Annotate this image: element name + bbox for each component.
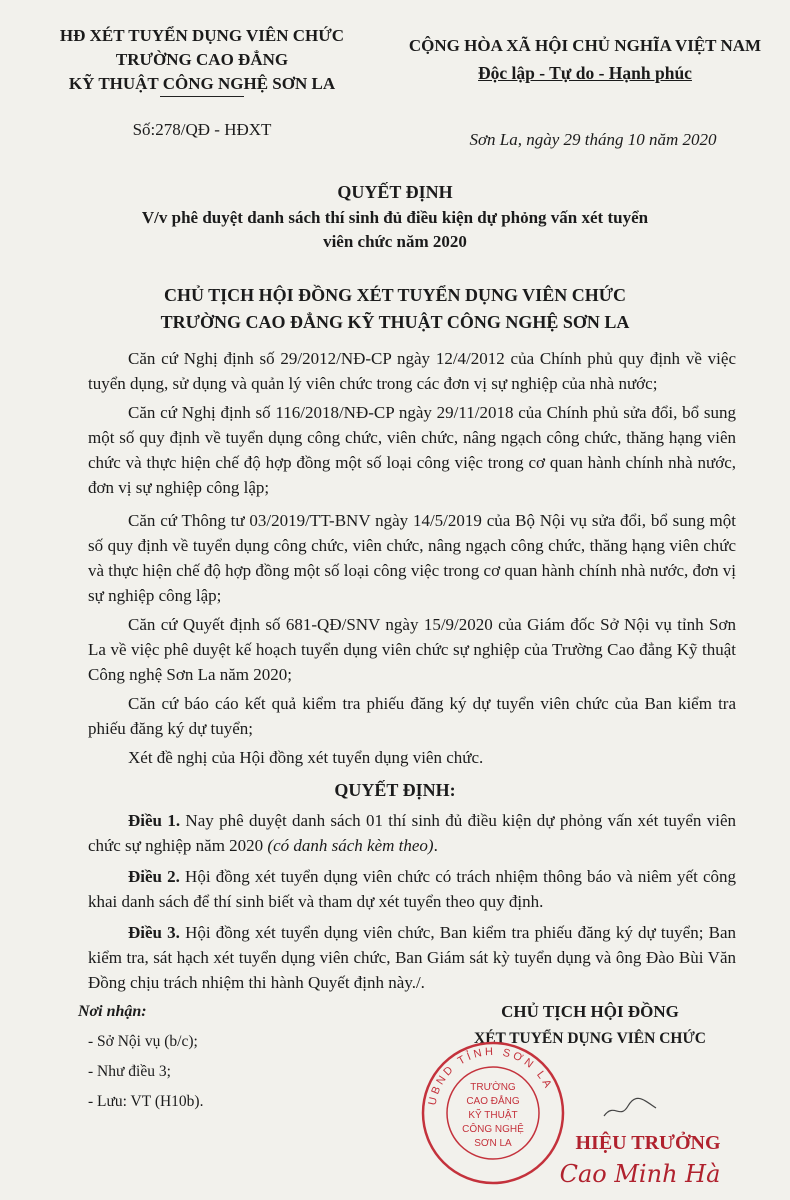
stamp-inner-line: SƠN LA	[474, 1138, 512, 1149]
recipients-title: Nơi nhận:	[78, 1003, 147, 1020]
stamp-inner-line: TRƯỜNG	[470, 1082, 516, 1093]
recipient-item: - Như điều 3;	[88, 1063, 171, 1080]
signature-initial-mark	[600, 1094, 660, 1124]
national-motto: Độc lập - Tự do - Hạnh phúc	[478, 63, 692, 83]
stamp-inner-line: CÔNG NGHỆ	[462, 1124, 524, 1135]
basis-paragraph: Căn cứ Nghị định số 116/2018/NĐ-CP ngày 29/11/2018 của Chính phủ sửa đổi, bổ sung một số quy định về tuyển dụng công chức, viên chức, nâng ngạch công chức, thăng hạng viên chức và thực hiện chế độ hợp đồng một số loại công việc trong cơ quan hành chính nhà nước, đơn vị sự nghiệp công lập;	[88, 403, 736, 497]
stamp-ring-textpath: UBND TỈNH SƠN LA	[426, 1045, 555, 1107]
article-label: Điều 1.	[128, 811, 181, 830]
article-end: .	[433, 836, 438, 855]
articles	[88, 808, 736, 995]
article-text: Hội đồng xét tuyển dụng viên chức có trách nhiệm thông báo và niêm yết công khai danh sách để thí sinh biết và tham dự xét tuyển theo quy định.	[88, 867, 737, 911]
decision-heading: QUYẾT ĐỊNH:	[334, 780, 456, 800]
basis-paragraph: Căn cứ Nghị định số 29/2012/NĐ-CP ngày 12/4/2012 của Chính phủ quy định về việc tuyển dụng, sử dụng và quản lý viên chức trong các đơn vị sự nghiệp của nhà nước;	[88, 349, 736, 393]
article-3	[88, 920, 736, 995]
article-note: (có danh sách kèm theo)	[267, 836, 434, 855]
basis-paragraph: Căn cứ Thông tư 03/2019/TT-BNV ngày 14/5/2019 của Bộ Nội vụ sửa đổi, bổ sung một số quy định về tuyển dụng công chức, viên chức, nâng ngạch công chức, thăng hạng viên chức và thực hiện chế độ hợp đồng một số loại công việc trong cơ quan hành chính nhà nước, đơn vị sự nghiệp công lập;	[88, 511, 736, 605]
article-text: Hội đồng xét tuyển dụng viên chức, Ban kiểm tra phiếu đăng ký dự tuyển; Ban kiểm tra, sát hạch xét tuyển dụng viên chức, Ban Giám sát kỳ tuyển dụng và ông Đào Bùi Văn Đồng chịu trách nhiệm thi hành Quyết định này./.	[88, 923, 736, 992]
article-text: Nay phê duyệt danh sách 01 thí sinh đủ điều kiện dự phỏng vấn xét tuyển viên chức sự nghiệp năm 2020	[88, 811, 737, 855]
issuing-body-underline	[160, 96, 244, 97]
issuing-body-line3: KỸ THUẬT CÔNG NGHỆ SƠN LA	[68, 74, 336, 93]
article-2	[88, 864, 736, 914]
recipient-item: - Lưu: VT (H10b).	[88, 1093, 204, 1110]
authority-line1: CHỦ TỊCH HỘI ĐỒNG XÉT TUYỂN DỤNG VIÊN CHỨC	[163, 285, 627, 305]
basis-paragraph: Căn cứ báo cáo kết quả kiểm tra phiếu đăng ký dự tuyển viên chức của Ban kiểm tra phiếu đăng ký dự tuyển;	[88, 694, 736, 738]
national-title: CỘNG HÒA XÃ HỘI CHỦ NGHĨA VIỆT NAM	[408, 36, 762, 55]
article-label: Điều 2.	[128, 867, 180, 886]
doc-number: Số:278/QĐ - HĐXT	[132, 120, 272, 139]
subject-line2: viên chức năm 2020	[323, 232, 467, 251]
basis-paragraph: Xét đề nghị của Hội đồng xét tuyển dụng viên chức.	[128, 748, 484, 767]
document-subject	[40, 206, 750, 254]
authority-block	[0, 282, 790, 336]
recipients-block	[78, 1000, 378, 1114]
stamp-inner-line: CAO ĐẲNG	[466, 1096, 520, 1107]
signer-title-line2: XÉT TUYỂN DỤNG VIÊN CHỨC	[474, 1030, 706, 1047]
basis-paragraph: Căn cứ Quyết định số 681-QĐ/SNV ngày 15/9/2020 của Giám đốc Sở Nội vụ tỉnh Sơn La về việc phê duyệt kế hoạch tuyển dụng viên chức sự nghiệp của Trường Cao đẳng Kỹ thuật Công nghệ Sơn La năm 2020;	[88, 615, 736, 684]
subject-line1: V/v phê duyệt danh sách thí sinh đủ điều kiện dự phỏng vấn xét tuyển	[141, 208, 649, 227]
signer-position: HIỆU TRƯỞNG	[575, 1132, 721, 1154]
stamp-inner-line: KỸ THUẬT	[468, 1110, 518, 1121]
signer-title-line1: CHỦ TỊCH HỘI ĐỒNG	[501, 1002, 679, 1021]
article-1	[88, 808, 736, 858]
document-title: QUYẾT ĐỊNH	[337, 182, 453, 202]
issuing-body-line2: TRƯỜNG CAO ĐẲNG	[115, 50, 289, 69]
recipient-item: - Sở Nội vụ (b/c);	[88, 1033, 198, 1050]
legal-bases	[88, 346, 736, 770]
signer-name: Cao Minh Hà	[559, 1160, 721, 1188]
place-date: Sơn La, ngày 29 tháng 10 năm 2020	[469, 130, 717, 149]
issuing-body-block	[22, 24, 382, 96]
authority-line2: TRƯỜNG CAO ĐẲNG KỸ THUẬT CÔNG NGHỆ SƠN LA	[160, 312, 630, 332]
article-label: Điều 3.	[128, 923, 180, 942]
issuing-body-line1: HĐ XÉT TUYỂN DỤNG VIÊN CHỨC	[59, 26, 345, 45]
